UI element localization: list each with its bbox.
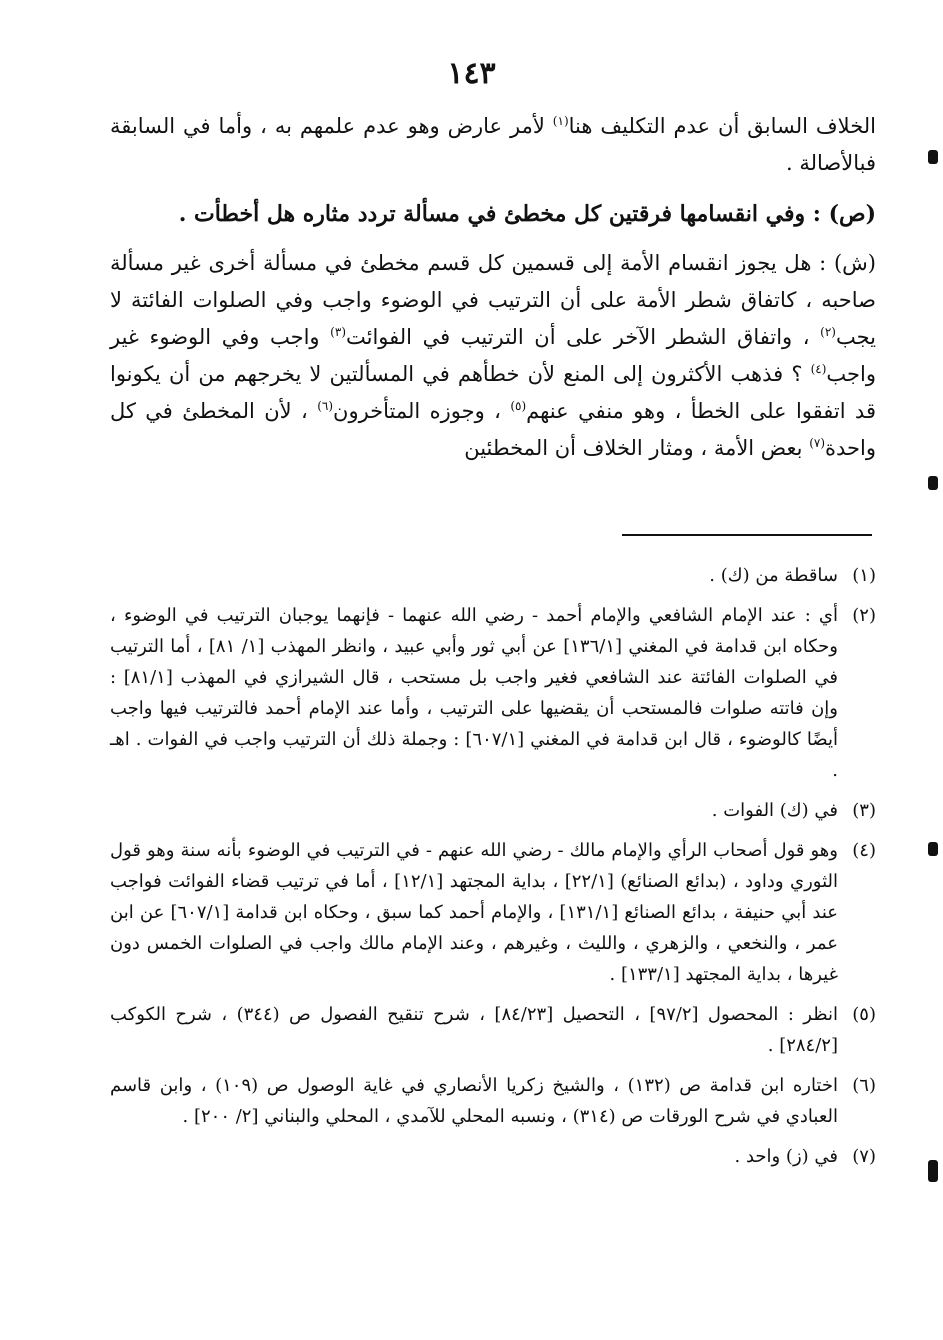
text-run: ؟ فذهب الأكثرون إلى المنع لأن خطأهم في المسألتين لا يخرجهم من أن يكونوا قد اتفقوا على الخطأ ، وهو منفي عنهم [110,362,876,423]
text-run: الخلاف السابق أن عدم التكليف هنا [568,114,876,138]
footnote-ref: (٢) [820,325,836,339]
page-number: ١٤٣ [447,56,496,91]
footnote [110,1070,876,1132]
footnote-ref: (٣) [330,325,346,339]
text-run: ، وجوزه المتأخرون [333,399,511,423]
footnotes [110,560,876,1181]
footnote-text: اختاره ابن قدامة ص (١٣٢) ، والشيخ زكريا الأنصاري في غاية الوصول ص (١٠٩) ، وابن قاسم العبادي في شرح الورقات ص (٣١٤) ، ونسبه المحلي للآمدي ، المحلي والبناني [٢/ ٢٠٠] . [110,1075,838,1127]
sharh-paragraph [110,245,876,467]
footnote-text: وهو قول أصحاب الرأي والإمام مالك - رضي الله عنهم - في الترتيب في الوضوء بأنه سنة وهو قول الثوري وداود ، (بدائع الصنائع) [٢٢/١] ، بداية المجتهد [١٢/١] ، أما في ترتيب قضاء الفوائت فواجب عند أبي حنيفة ، بدائع الصنائع [١٣١/١] ، والإمام أحمد كما سبق ، وحكاه ابن قدامة [٦٠٧/١] عن ابن عمر ، والنخعي ، والزهري ، والليث ، وغيرهم ، وعند الإمام مالك واجب في الصلوات الخمس دون غيرها ، بداية المجتهد [١٣٣/١] . [110,840,838,985]
footnote-text: ساقطة من (ك) . [709,565,838,586]
text-run: بعض الأمة ، ومثار الخلاف أن المخطئين [464,436,810,460]
matn-heading: (ص) : وفي انقسامها فرقتين كل مخطئ في مسألة تردد مثاره هل أخطأت . [178,201,876,227]
footnote-text: انظر : المحصول [٩٧/٢] ، التحصيل [٨٤/٢٣] ، شرح تنقيح الفصول ص (٣٤٤) ، شرح الكوكب [٢٨٤/٢] . [110,1004,838,1056]
footnote [110,999,876,1061]
text-run: لأمر عارض وهو عدم علمهم به ، وأما في السابقة فبالأصالة . [110,114,876,175]
text-run: واجب وفي الوضوء غير واجب [110,325,876,386]
footnote-ref: (١) [552,114,569,128]
footnote-number: (١) [852,565,876,586]
scan-edge-mark [928,1160,938,1182]
footnote-divider [622,534,872,536]
text-run: (ش) : هل يجوز انقسام الأمة إلى قسمين كل قسم مخطئ في مسألة أخرى غير مسألة صاحبه ، كاتفاق شطر الأمة على أن الترتيب في الوضوء واجب وفي الصلوات الفائتة لا يجب [110,251,876,349]
footnote-number: (٤) [852,840,876,861]
footnote-number: (٦) [852,1075,876,1096]
paragraph-continuation [110,108,876,182]
footnote [110,560,876,591]
footnote-text: في (ز) واحد . [734,1146,838,1167]
scan-edge-mark [928,842,938,856]
text-run: ، لأن المخطئ في كل واحدة [110,399,876,460]
footnote [110,1141,876,1172]
scan-edge-mark [928,150,938,164]
footnote-number: (٢) [852,605,876,626]
main-text [110,108,876,467]
footnote [110,795,876,826]
footnote-number: (٧) [852,1146,876,1167]
footnote-ref: (٤) [810,362,827,376]
footnote [110,600,876,786]
footnote-text: أي : عند الإمام الشافعي والإمام أحمد - رضي الله عنهما - فإنهما يوجبان الترتيب في الوضوء ، وحكاه ابن قدامة في المغني [١٣٦/١] عن أبي ثور وأبي عبيد ، وانظر المهذب [١/ ٨١] ، أما الترتيب في الصلوات الفائتة عند الشافعي فغير واجب بل مستحب ، قال الشيرازي في المهذب [٨١/١] : وإن فاتته صلوات فالمستحب أن يقضيها على الترتيب ، وأما عند الإمام أحمد فالترتيب فيها واجب أيضًا كالوضوء ، قال ابن قدامة في المغني [٦٠٧/١] : وجملة ذلك أن الترتيب واجب في الفوات . اهـ . [110,605,839,781]
footnote-ref: (٧) [809,436,826,450]
footnote-ref: (٦) [317,399,334,413]
footnote [110,835,876,990]
text-run: ، واتفاق الشطر الآخر على أن الترتيب في الفوائت [346,325,821,349]
footnote-number: (٥) [852,1004,876,1025]
footnote-number: (٣) [852,800,876,821]
footnote-text: في (ك) الفوات . [711,800,838,821]
scan-edge-mark [928,476,938,490]
footnote-ref: (٥) [510,399,527,413]
